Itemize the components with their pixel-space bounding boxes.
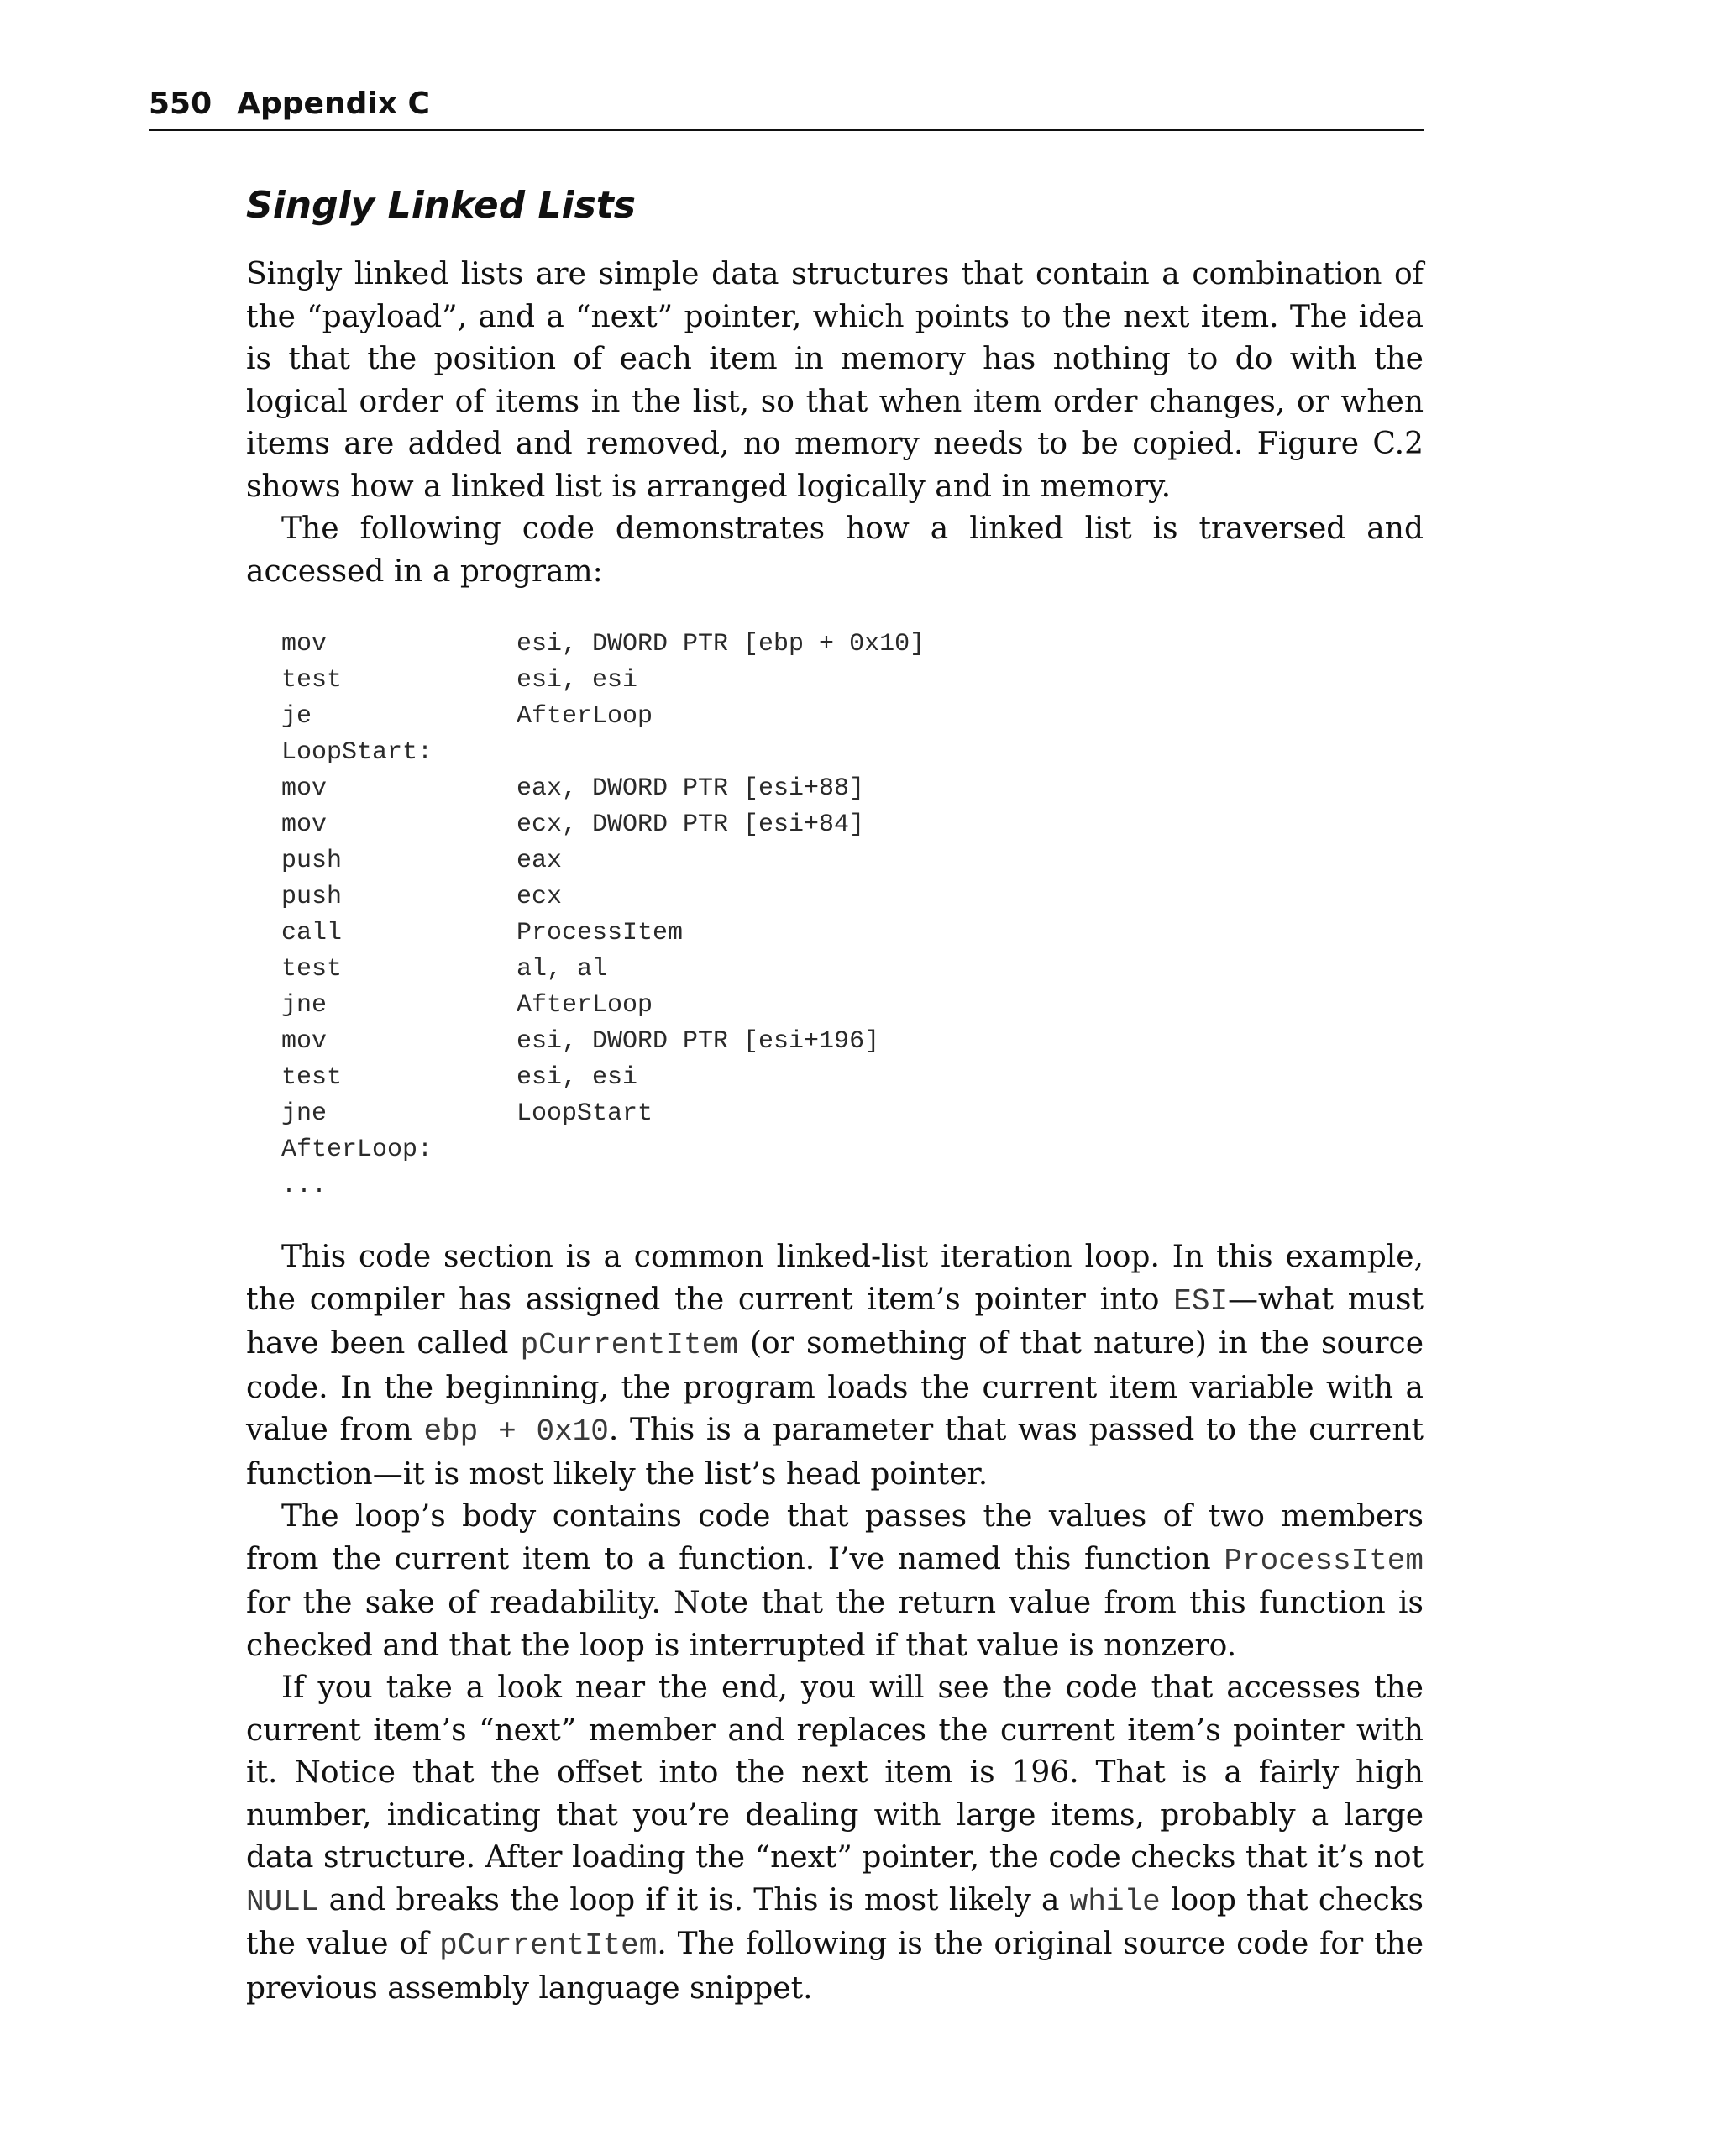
inline-code: pCurrentItem xyxy=(439,1928,658,1963)
code-line xyxy=(281,1096,1424,1132)
code-operand: al, al xyxy=(517,955,608,984)
code-line xyxy=(281,735,1424,771)
code-mnemonic: je xyxy=(281,702,312,731)
explanation-paragraph-1 xyxy=(246,1236,1424,1496)
code-mnemonic: LoopStart: xyxy=(281,738,433,767)
code-operand: ecx, DWORD PTR [esi+84] xyxy=(517,810,865,839)
code-line xyxy=(281,915,1424,952)
text-run: The loop’s body contains code that passes the values of two members from the current item to a function. I’ve named this function xyxy=(246,1499,1424,1576)
inline-code: while xyxy=(1069,1884,1161,1919)
code-line xyxy=(281,952,1424,988)
explanation-paragraph-2 xyxy=(246,1496,1424,1667)
code-mnemonic: push xyxy=(281,847,343,875)
code-intro-paragraph: The following code demonstrates how a linked list is traversed and accessed in a program: xyxy=(246,511,1424,589)
code-operand: LoopStart xyxy=(517,1099,653,1128)
code-mnemonic: AfterLoop: xyxy=(281,1136,433,1164)
code-mnemonic: test xyxy=(281,1063,343,1092)
code-line xyxy=(281,988,1424,1024)
running-header xyxy=(149,80,1424,131)
section-title: Singly Linked Lists xyxy=(246,184,636,227)
chapter-title: Appendix C xyxy=(237,87,430,121)
code-line xyxy=(281,1168,1424,1204)
code-line xyxy=(281,879,1424,915)
code-mnemonic: jne xyxy=(281,991,328,1020)
code-mnemonic: ... xyxy=(281,1172,328,1200)
inline-code: NULL xyxy=(246,1884,319,1919)
code-line xyxy=(281,699,1424,735)
code-line xyxy=(281,1024,1424,1060)
text-run: (or something of that nature) in the source code. In the beginning, the program loads the current item variable with a value from xyxy=(246,1326,1424,1447)
inline-code: ebp + 0x10 xyxy=(423,1414,609,1449)
code-operand: esi, esi xyxy=(517,1063,638,1092)
code-line xyxy=(281,1060,1424,1096)
assembly-code-block xyxy=(281,627,1424,1204)
code-line xyxy=(281,627,1424,663)
code-operand: eax, DWORD PTR [esi+88] xyxy=(517,774,865,803)
code-line xyxy=(281,663,1424,699)
text-run: This code section is a common linked-list iteration loop. In this example, the compiler has assigned the current item’s pointer into xyxy=(246,1240,1424,1317)
code-mnemonic: push xyxy=(281,883,343,911)
inline-code: ESI xyxy=(1173,1283,1229,1319)
code-operand: AfterLoop xyxy=(517,991,653,1020)
text-run: —what must have been called xyxy=(246,1282,1424,1361)
code-mnemonic: jne xyxy=(281,1099,328,1128)
code-mnemonic: mov xyxy=(281,630,328,658)
inline-code: pCurrentItem xyxy=(520,1328,738,1362)
text-run: for the sake of readability. Note that the return value from this function is checked and that the loop is interrupted if that value is nonzero. xyxy=(246,1586,1424,1663)
code-mnemonic: test xyxy=(281,666,343,695)
code-operand: ProcessItem xyxy=(517,919,684,947)
code-mnemonic: call xyxy=(281,919,343,947)
text-run: and breaks the loop if it is. This is most likely a xyxy=(318,1882,1070,1917)
code-operand: esi, esi xyxy=(517,666,638,695)
code-operand: ecx xyxy=(517,883,563,911)
code-operand: AfterLoop xyxy=(517,702,653,731)
text-run: . The following is the original source code for the previous assembly language snippet. xyxy=(246,1927,1424,2006)
text-run: If you take a look near the end, you will see the code that accesses the current item’s “next” member and replaces the current item’s pointer with it. Notice that the offset into the next item is 196. That is a fairly high number, indicating that you’re dealing with large items, probably a large data structure. After loading the “next” pointer, the code checks that it’s not xyxy=(246,1671,1424,1875)
code-line xyxy=(281,807,1424,843)
code-line xyxy=(281,1132,1424,1168)
code-mnemonic: mov xyxy=(281,810,328,839)
code-operand: eax xyxy=(517,847,563,875)
code-mnemonic: mov xyxy=(281,774,328,803)
text-run: loop that checks the value of xyxy=(246,1882,1424,1961)
code-line xyxy=(281,771,1424,807)
page-number: 550 xyxy=(149,87,212,121)
inline-code: ProcessItem xyxy=(1224,1543,1424,1578)
code-mnemonic: test xyxy=(281,955,343,984)
page-content xyxy=(246,176,1424,2010)
code-line xyxy=(281,843,1424,879)
code-mnemonic: mov xyxy=(281,1027,328,1056)
code-operand: esi, DWORD PTR [ebp + 0x10] xyxy=(517,630,926,658)
text-run: . This is a parameter that was passed to the current function—it is most likely the list’s head pointer. xyxy=(246,1413,1424,1492)
explanation-paragraph-3 xyxy=(246,1667,1424,2010)
intro-paragraph: Singly linked lists are simple data structures that contain a combination of the “payload”, and a “next” pointer, which points to the next item. The idea is that the position of each item in memory has nothing to do with the logical order of items in the list, so that when item order changes, or when items are added and removed, no memory needs to be copied. Figure C.2 shows how a linked list is arranged logically and in memory. xyxy=(246,257,1424,504)
code-operand: esi, DWORD PTR [esi+196] xyxy=(517,1027,880,1056)
